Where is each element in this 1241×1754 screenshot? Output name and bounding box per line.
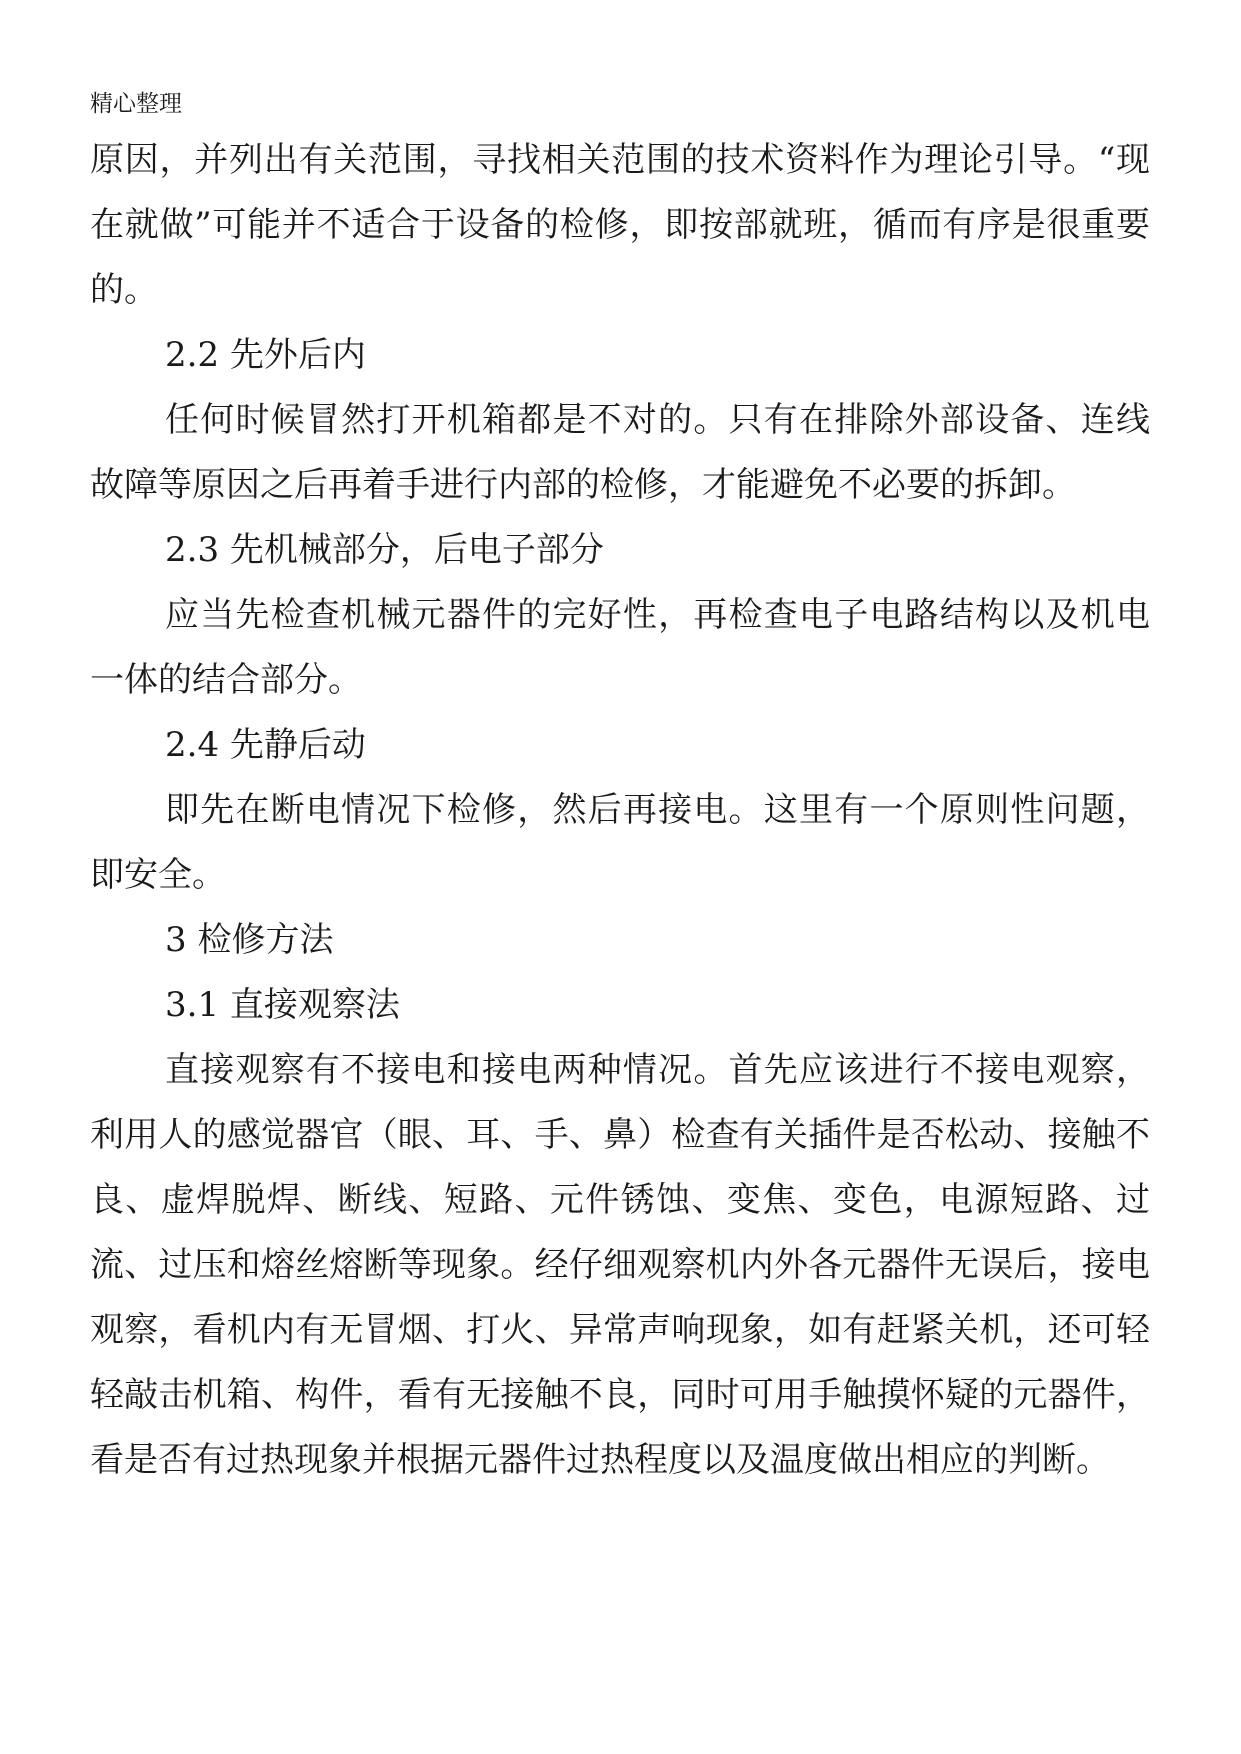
paragraph-mechanical-first: 应当先检查机械元器件的完好性，再检查电子电路结构以及机电一体的结合部分。 [90,595,1150,700]
paragraph-direct-observation: 直接观察有不接电和接电两种情况。首先应该进行不接电观察，利用人的感觉器官（眼、耳、手、鼻）检查有关插件是否松动、接触不良、虚焊脱焊、断线、短路、元件锈蚀、变焦、变色，电源短路、过流、过压和熔丝熔断等现象。经仔细观察机内外各元器件无误后，接电观察，看机内有无冒烟、打火、异常声响现象，如有赶紧关机，还可轻轻敲击机箱、构件，看有无接触不良，同时可用手触摸怀疑的元器件，看是否有过热现象并根据元器件过热程度以及温度做出相应的判断。 [90,1050,1150,1480]
section-heading-2-4: 2.4 先静后动 [165,725,366,765]
section-heading-2-3: 2.3 先机械部分，后电子部分 [165,530,604,570]
section-heading-3-1: 3.1 直接观察法 [165,985,400,1025]
paragraph-continuation: 原因，并列出有关范围，寻找相关范围的技术资料作为理论引导。“现在就做”可能并不适合于设备的检修，即按部就班，循而有序是很重要的。 [90,140,1150,310]
section-heading-3: 3 检修方法 [165,920,334,960]
document-body [90,128,1150,1493]
page-header: 精心整理 [90,91,182,117]
paragraph-outside-first: 任何时候冒然打开机箱都是不对的。只有在排除外部设备、连线故障等原因之后再着手进行内部的检修，才能避免不必要的拆卸。 [90,400,1150,505]
paragraph-static-first: 即先在断电情况下检修，然后再接电。这里有一个原则性问题，即安全。 [90,790,1150,895]
section-heading-2-2: 2.2 先外后内 [165,335,366,375]
